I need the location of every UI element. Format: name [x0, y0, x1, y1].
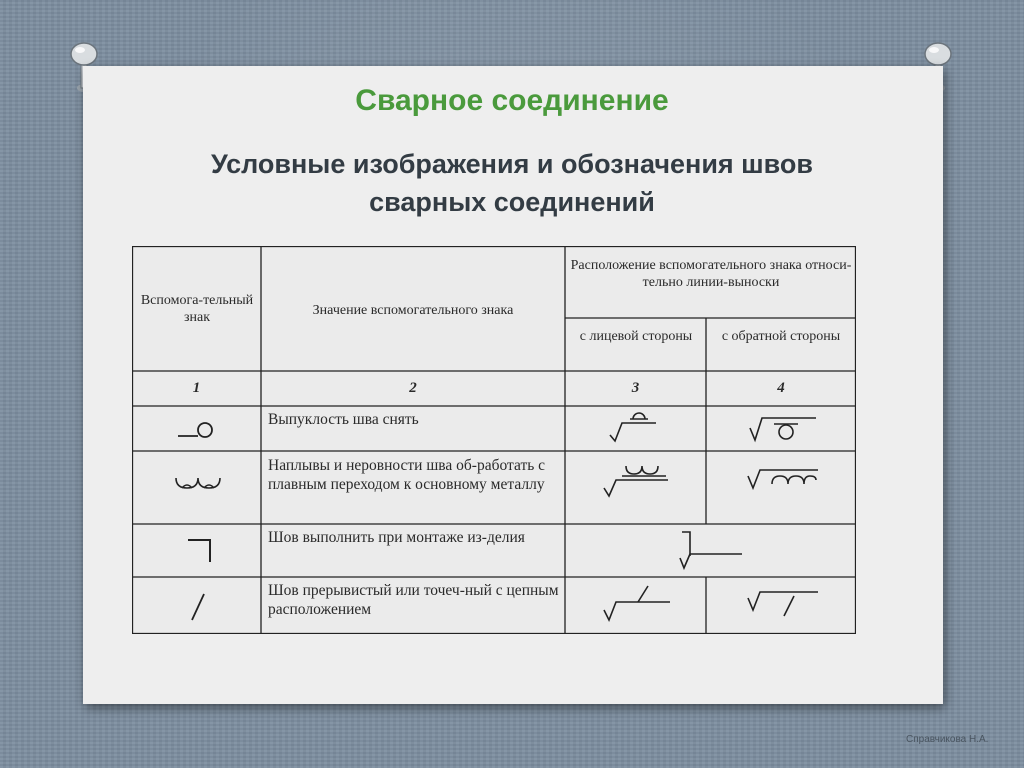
row-3-meaning: Шов выполнить при монтаже из-делия [268, 529, 525, 546]
convexity-front-side-icon [608, 409, 668, 445]
installation-weld-icon [182, 536, 218, 566]
intermittent-weld-icon [184, 590, 214, 624]
convexity-back-side-icon [748, 412, 820, 448]
header-front-side: с лицевой стороны [579, 329, 693, 344]
overlap-back-side-icon [746, 466, 822, 496]
column-number-3: 3 [631, 380, 640, 396]
row-2-meaning: Наплывы и неровности шва об-работать с плавным переходом к основному металлу [268, 457, 546, 493]
intermittent-back-side-icon [746, 586, 822, 624]
weld-symbols-table [132, 246, 856, 634]
row-4-meaning: Шов прерывистый или точеч-ный с цепным расположением [268, 582, 559, 618]
author-footer: Справчикова Н.А. [906, 734, 989, 745]
slide-title: Сварное соединение [355, 84, 669, 117]
overlap-front-side-icon [602, 460, 672, 500]
installation-weld-mark-icon [672, 528, 748, 574]
header-location: Расположение вспомогательного знака относи-тельно линии-выноски [570, 258, 852, 290]
column-number-2: 2 [409, 380, 417, 396]
header-back-side: с обратной стороны [721, 329, 841, 344]
slide-subtitle [0, 145, 1024, 221]
overlap-smoothing-icon [172, 468, 224, 494]
subtitle-line-1: Условные изображения и обозначения швов [210, 149, 814, 179]
row-1-meaning: Выпуклость шва снять [268, 411, 419, 428]
convexity-removal-icon [176, 414, 220, 442]
header-aux-sign: Вспомога-тельный знак [140, 293, 254, 325]
intermittent-front-side-icon [602, 582, 674, 628]
subtitle-line-2: сварных соединений [369, 187, 655, 217]
column-number-1: 1 [192, 380, 201, 396]
header-meaning: Значение вспомогательного знака [312, 303, 514, 318]
column-number-4: 4 [777, 380, 785, 396]
